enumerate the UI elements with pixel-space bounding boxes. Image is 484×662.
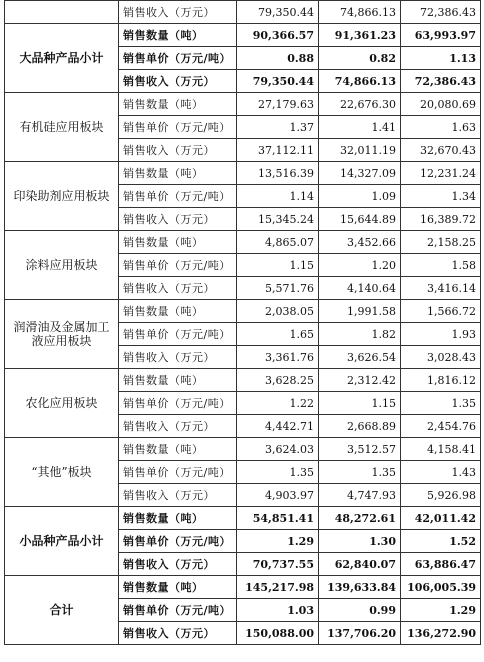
- value-cell: 1.35: [401, 392, 481, 415]
- metric-label: 销售数量（吨）: [119, 438, 237, 461]
- value-cell: 1.58: [401, 254, 481, 277]
- metric-label: 销售数量（吨）: [119, 162, 237, 185]
- metric-label: 销售单价（万元/吨）: [119, 323, 237, 346]
- value-cell: 0.88: [237, 47, 319, 70]
- value-cell: 1,816.12: [401, 369, 481, 392]
- value-cell: 4,865.07: [237, 231, 319, 254]
- metric-label: 销售数量（吨）: [119, 93, 237, 116]
- value-cell: 1.15: [237, 254, 319, 277]
- metric-label: 销售单价（万元/吨）: [119, 599, 237, 622]
- value-cell: 0.99: [319, 599, 401, 622]
- value-cell: 3,452.66: [319, 231, 401, 254]
- table-row: [5, 162, 481, 185]
- group-label: 涂料应用板块: [5, 231, 119, 300]
- metric-label: 销售数量（吨）: [119, 369, 237, 392]
- metric-label: 销售单价（万元/吨）: [119, 461, 237, 484]
- metric-label: 销售收入（万元）: [119, 484, 237, 507]
- metric-label: 销售收入（万元）: [119, 415, 237, 438]
- value-cell: 1.03: [237, 599, 319, 622]
- value-cell: 22,676.30: [319, 93, 401, 116]
- value-cell: 32,011.19: [319, 139, 401, 162]
- table-row: [5, 231, 481, 254]
- value-cell: 4,747.93: [319, 484, 401, 507]
- metric-label: 销售收入（万元）: [119, 70, 237, 93]
- value-cell: 1.30: [319, 530, 401, 553]
- value-cell: 1,991.58: [319, 300, 401, 323]
- value-cell: 2,668.89: [319, 415, 401, 438]
- value-cell: 70,737.55: [237, 553, 319, 576]
- value-cell: 91,361.23: [319, 24, 401, 47]
- metric-label: 销售单价（万元/吨）: [119, 392, 237, 415]
- value-cell: 1.63: [401, 116, 481, 139]
- metric-label: 销售收入（万元）: [119, 1, 237, 24]
- value-cell: 1.35: [319, 461, 401, 484]
- value-cell: 5,926.98: [401, 484, 481, 507]
- metric-label: 销售单价（万元/吨）: [119, 47, 237, 70]
- value-cell: 12,231.24: [401, 162, 481, 185]
- value-cell: 63,886.47: [401, 553, 481, 576]
- value-cell: 3,028.43: [401, 346, 481, 369]
- value-cell: 16,389.72: [401, 208, 481, 231]
- value-cell: 137,706.20: [319, 622, 401, 645]
- value-cell: 74,866.13: [319, 1, 401, 24]
- value-cell: 3,628.25: [237, 369, 319, 392]
- metric-label: 销售数量（吨）: [119, 24, 237, 47]
- value-cell: 150,088.00: [237, 622, 319, 645]
- table-row: [5, 24, 481, 47]
- value-cell: 79,350.44: [237, 70, 319, 93]
- value-cell: 20,080.69: [401, 93, 481, 116]
- metric-label: 销售单价（万元/吨）: [119, 254, 237, 277]
- value-cell: 2,312.42: [319, 369, 401, 392]
- value-cell: 1.43: [401, 461, 481, 484]
- value-cell: 1.65: [237, 323, 319, 346]
- value-cell: 3,624.03: [237, 438, 319, 461]
- value-cell: 62,840.07: [319, 553, 401, 576]
- value-cell: 1.09: [319, 185, 401, 208]
- value-cell: 32,670.43: [401, 139, 481, 162]
- empty-group-cell: [5, 1, 119, 24]
- value-cell: 15,345.24: [237, 208, 319, 231]
- value-cell: 1.35: [237, 461, 319, 484]
- metric-label: 销售单价（万元/吨）: [119, 530, 237, 553]
- value-cell: 0.82: [319, 47, 401, 70]
- value-cell: 136,272.90: [401, 622, 481, 645]
- sales-table-body: [5, 1, 481, 645]
- metric-label: 销售收入（万元）: [119, 622, 237, 645]
- metric-label: 销售收入（万元）: [119, 208, 237, 231]
- value-cell: 42,011.42: [401, 507, 481, 530]
- value-cell: 1.20: [319, 254, 401, 277]
- group-label: 有机硅应用板块: [5, 93, 119, 162]
- value-cell: 145,217.98: [237, 576, 319, 599]
- metric-label: 销售数量（吨）: [119, 576, 237, 599]
- metric-label: 销售收入（万元）: [119, 139, 237, 162]
- table-row: [5, 438, 481, 461]
- value-cell: 139,633.84: [319, 576, 401, 599]
- value-cell: 4,158.41: [401, 438, 481, 461]
- value-cell: 5,571.76: [237, 277, 319, 300]
- group-label: 润滑油及金属加工液应用板块: [5, 300, 119, 369]
- group-label: 大品种产品小计: [5, 24, 119, 93]
- value-cell: 2,038.05: [237, 300, 319, 323]
- value-cell: 13,516.39: [237, 162, 319, 185]
- value-cell: 15,644.89: [319, 208, 401, 231]
- metric-label: 销售收入（万元）: [119, 553, 237, 576]
- value-cell: 27,179.63: [237, 93, 319, 116]
- metric-label: 销售单价（万元/吨）: [119, 116, 237, 139]
- table-row: [5, 300, 481, 323]
- value-cell: 1.37: [237, 116, 319, 139]
- sales-table: [4, 0, 481, 645]
- group-label: 农化应用板块: [5, 369, 119, 438]
- value-cell: 63,993.97: [401, 24, 481, 47]
- value-cell: 1.93: [401, 323, 481, 346]
- metric-label: 销售数量（吨）: [119, 231, 237, 254]
- value-cell: 4,903.97: [237, 484, 319, 507]
- value-cell: 1.41: [319, 116, 401, 139]
- value-cell: 106,005.39: [401, 576, 481, 599]
- table-row: [5, 369, 481, 392]
- value-cell: 1.34: [401, 185, 481, 208]
- value-cell: 37,112.11: [237, 139, 319, 162]
- value-cell: 2,158.25: [401, 231, 481, 254]
- value-cell: 1.15: [319, 392, 401, 415]
- value-cell: 1.82: [319, 323, 401, 346]
- value-cell: 54,851.41: [237, 507, 319, 530]
- value-cell: 3,512.57: [319, 438, 401, 461]
- metric-label: 销售收入（万元）: [119, 346, 237, 369]
- value-cell: 1.14: [237, 185, 319, 208]
- value-cell: 72,386.43: [401, 1, 481, 24]
- value-cell: 3,416.14: [401, 277, 481, 300]
- group-label: 合计: [5, 576, 119, 645]
- value-cell: 14,327.09: [319, 162, 401, 185]
- group-label: “其他”板块: [5, 438, 119, 507]
- metric-label: 销售数量（吨）: [119, 300, 237, 323]
- value-cell: 74,866.13: [319, 70, 401, 93]
- value-cell: 90,366.57: [237, 24, 319, 47]
- metric-label: 销售收入（万元）: [119, 277, 237, 300]
- value-cell: 4,140.64: [319, 277, 401, 300]
- value-cell: 4,442.71: [237, 415, 319, 438]
- metric-label: 销售单价（万元/吨）: [119, 185, 237, 208]
- value-cell: 1.29: [237, 530, 319, 553]
- value-cell: 2,454.76: [401, 415, 481, 438]
- value-cell: 48,272.61: [319, 507, 401, 530]
- value-cell: 3,361.76: [237, 346, 319, 369]
- table-row: [5, 507, 481, 530]
- value-cell: 3,626.54: [319, 346, 401, 369]
- metric-label: 销售数量（吨）: [119, 507, 237, 530]
- value-cell: 1.22: [237, 392, 319, 415]
- group-label: 小品种产品小计: [5, 507, 119, 576]
- value-cell: 1,566.72: [401, 300, 481, 323]
- value-cell: 1.13: [401, 47, 481, 70]
- table-row: [5, 576, 481, 599]
- table-row: [5, 93, 481, 116]
- value-cell: 1.52: [401, 530, 481, 553]
- value-cell: 79,350.44: [237, 1, 319, 24]
- value-cell: 1.29: [401, 599, 481, 622]
- table-row: [5, 1, 481, 24]
- group-label: 印染助剂应用板块: [5, 162, 119, 231]
- value-cell: 72,386.43: [401, 70, 481, 93]
